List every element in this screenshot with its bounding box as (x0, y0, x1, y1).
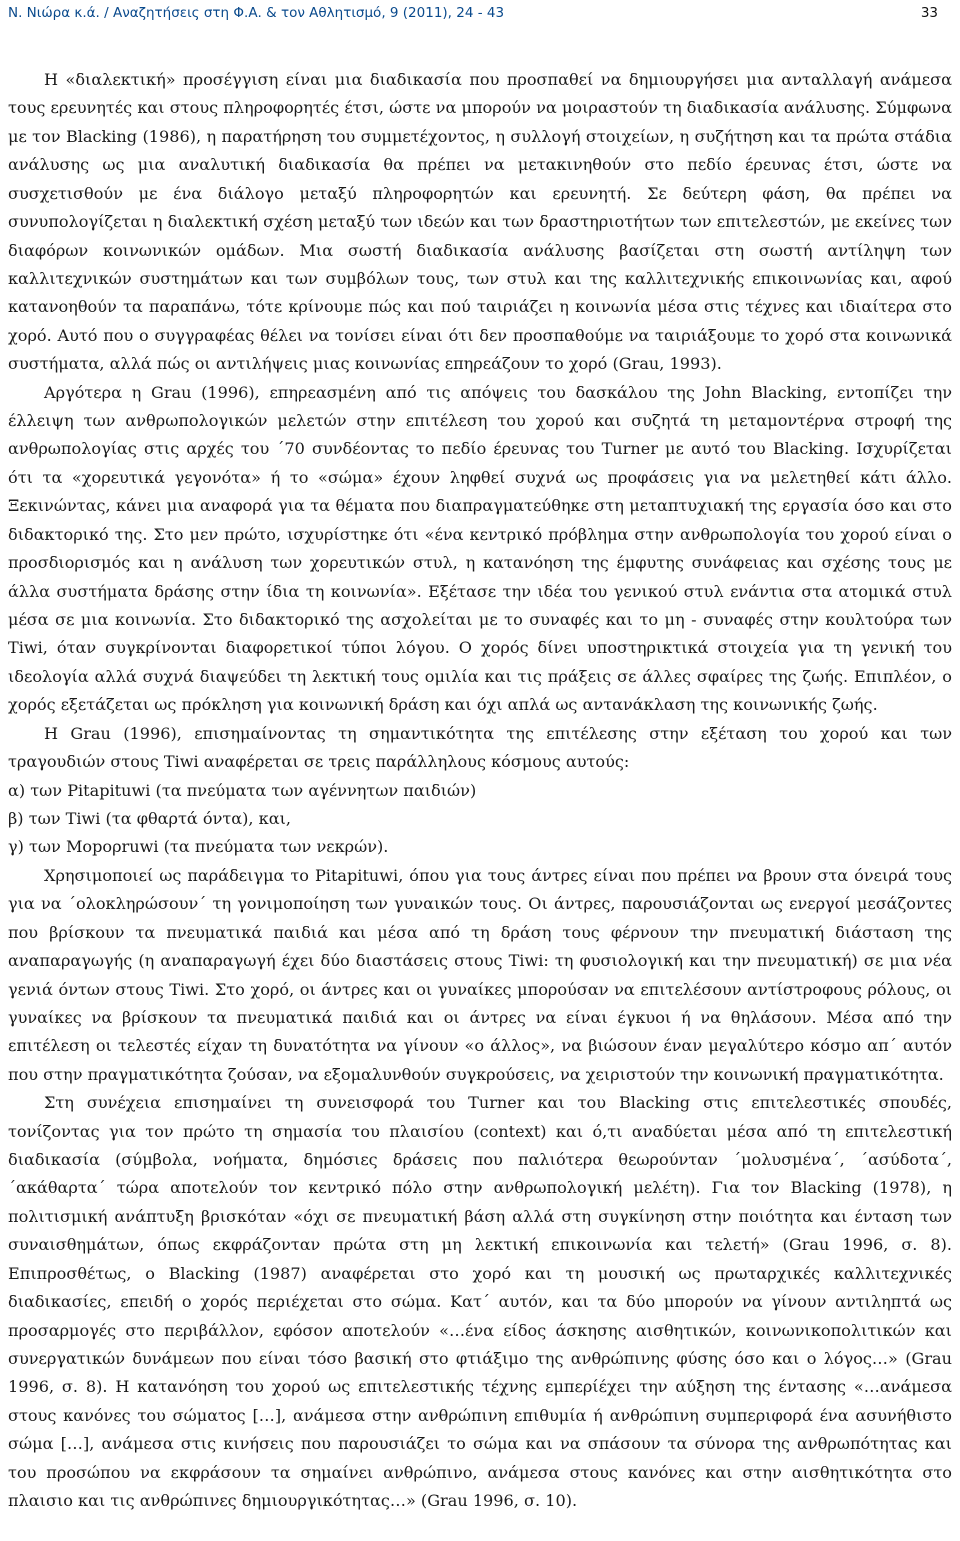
page-header (8, 0, 952, 26)
article-body (8, 66, 952, 1516)
paragraph: Η «διαλεκτική» προσέγγιση είναι μια διαδικασία που προσπαθεί να δημιουργήσει μια ανταλλαγή ανάμεσα τους ερευνητές και στους πληροφορητές έτσι, ώστε να μπορούν να μοιραστούν τη διαδικασία ανάλυσης. Σύμφωνα με τον Blacking (1986), η παρατήρηση του συμμετέχοντος, η συλλογή στοιχείων, η συζήτηση και τα πρώτα στάδια ανάλυσης ως μια αναλυτική διαδικασία θα πρέπει να μετακινηθούν στο πεδίο έρευνας έτσι, ώστε να συσχετισθούν με ένα διάλογο μεταξύ πληροφορητών και ερευνητή. Σε δεύτερη φάση, θα πρέπει να συνυπολογίζεται η διαλεκτική σχέση μεταξύ των ιδεών και των δραστηριοτήτων των επιτελεστών, με εκείνες των διαφόρων κοινωνικών ομάδων. Μια σωστή διαδικασία ανάλυσης βασίζεται στη σωστή αντίληψη των καλλιτεχνικών συστημάτων και των συμβόλων τους, των στυλ και της καλλιτεχνικής επικοινωνίας και, αφού κατανοηθούν τα παραπάνω, τότε κρίνουμε πώς και πού ταιριάζει η κοινωνία μέσα στις τέχνες και ιδιαίτερα στο χορό. Αυτό που ο συγγραφέας θέλει να τονίσει είναι ότι δεν προσπαθούμε να ταιριάξουμε το χορό στα κοινωνικά συστήματα, αλλά πώς οι αντιλήψεις μιας κοινωνίας επηρεάζουν το χορό (Grau, 1993). (8, 70, 952, 374)
worlds-list (8, 777, 952, 862)
paragraph: Η Grau (1996), επισημαίνοντας τη σημαντικότητα της επιτέλεσης στην εξέταση του χορού και των τραγουδιών στους Tiwi αναφέρεται σε τρεις παράλληλους κόσμους αυτούς: (8, 723, 952, 772)
paragraph: Στη συνέχεια επισημαίνει τη συνεισφορά του Turner και του Blacking στις επιτελεστικές σπουδές, τονίζοντας για τον πρώτο τη σημασία του πλαισίου (context) και ό,τι αναδύεται μέσα από τη επιτελεστική διαδικασία (σύμβολα, νοήματα, δημόσιες δράσεις που παλιότερα θεωρούνταν ΄μολυσμένα΄, ΄ασύδοτα΄, ΄ακάθαρτα΄ τώρα αποτελούν τον κεντρικό πόλο στην ανθρωπολογική μελέτη). Για τον Blacking (1978), η πολιτισμική ανάπτυξη βρισκόταν «όχι σε πνευματική βάση αλλά στη συγκίνηση στην ποιότητα και ένταση των συναισθημάτων, όπως εκφράζονταν πρώτα στη μη λεκτική επικοινωνία και τελετή» (Grau 1996, σ. 8). Επιπροσθέτως, ο Blacking (1987) αναφέρεται στο χορό και τη μουσική ως πρωταρχικές καλλιτεχνικές διαδικασίες, επειδή ο χορός περιέχεται στο σώμα. Κατ΄ αυτόν, και τα δύο μπορούν να γίνουν αντιληπτά ως προσαρμογές στο περιβάλλον, εφόσον αποτελούν «…ένα είδος άσκησης αισθητικών, κοινωνικοπολιτικών και συνεργατικών δυνάμεων που είναι τόσο βασική στο φτιάξιμο της ανθρώπινης φύσης όσο και ο λόγος…» (Grau 1996, σ. 8). Η κατανόηση του χορού ως επιτελεστικής τέχνης εμπερίέχει την αύξηση της έντασης «…ανάμεσα στους κανόνες του σώματος […], ανάμεσα στην ανθρώπινη επιθυμία ή ανθρώπινη συμπεριφορά ένα ασυνήθιστο σώμα […], ανάμεσα στις κινήσεις που παρουσιάζει το σώμα και να σπάσουν τα σύνορα της ανθρωπότητας και του προσώπου να εκφράσουν τα σημαίνει ανθρώπινο, ανάμεσα στους κανόνες και στην αισθητικότητα στο πλαισιο και τις ανθρώπινες δημιουργικότητας…» (Grau 1996, σ. 10). (8, 1093, 952, 1511)
paragraph: Χρησιμοποιεί ως παράδειγμα το Pitapituwi, όπου για τους άντρες είναι που πρέπει να βρουν στα όνειρά τους για να ΄ολοκληρώσουν΄ τη γονιμοποίηση των γυναικών τους. Οι άντρες, παρουσιάζονται ως ενεργοί μεσάζοντες που βρίσκουν τα πνευματικά παιδιά και μέσα από τη δράση τους φέρνουν την πνευματική διάσταση της αναπαραγωγής (η αναπαραγωγή έχει δύο διαστάσεις στους Tiwi: τη φυσιολογική και την πνευματική) σε μια νέα γενιά όντων στους Tiwi. Στο χορό, οι άντρες και οι γυναίκες μπορούσαν να επιτελέσουν αντίστροφους ρόλους, οι γυναίκες να βρίσκουν τα πνευματικά παιδιά και οι άντρες να είναι έγκυοι ή να θηλάσουν. Μέσα από την επιτέλεση οι τελεστές είχαν τη δυνατότητα να γίνουν «ο άλλος», να βιώσουν έναν μεγαλύτερο κόσμο απ΄ αυτόν που στην πραγματικότητα ζούσαν, να εξομαλυνθούν συγκρούσεις, να χειριστούν την κοινωνική πραγματικότητα. (8, 865, 952, 1084)
running-title: Ν. Νιώρα κ.ά. / Αναζητήσεις στη Φ.Α. & τον Αθλητισμό, 9 (2011), 24 - 43 (8, 5, 505, 21)
list-item: α) των Pitapituwi (τα πνεύματα των αγέννητων παιδιών) (8, 780, 477, 800)
paragraph: Αργότερα η Grau (1996), επηρεασμένη από τις απόψεις του δασκάλου της John Blacking, εντοπίζει την έλλειψη των ανθρωπολογικών μελετών στην επιτέλεση του χορού και συζητά τη μεταμοντέρνα στροφή της ανθρωπολογίας στις αρχές του ΄70 συνδέοντας το πεδίο έρευνας του Turner με αυτό του Blacking. Ισχυρίζεται ότι τα «χορευτικά γεγονότα» ή το «σώμα» έχουν ληφθεί συχνά ως προφάσεις για να μελετηθεί κάτι άλλο. Ξεκινώντας, κάνει μια αναφορά για τα θέματα που διαπραγματεύθηκε στη μεταπτυχιακή της εργασία όσο και στο διδακτορικό της. Στο μεν πρώτο, ισχυρίστηκε ότι «ένα κεντρικό πρόβλημα στην ανθρωπολογία του χορού είναι ο προσδιορισμός και η ανάλυση των χορευτικών στυλ, η κατανόηση της έμφυτης συνάφειας και σχέσης τους με άλλα συστήματα δράσης στην ίδια τη κοινωνία». Εξέτασε την ιδέα του γενικού στυλ ενάντια στα ατομικά στυλ μέσα σε μια κοινωνία. Στο διδακτορικό της ασχολείται με το συναφές και το μη - συναφές στην κουλτούρα των Tiwi, όταν συγκρίνονται διαφορετικοί τύποι λόγου. Ο χορός δίνει υποστηρικτικά στοιχεία για τη γενική του ιδεολογία αλλά συχνά διαψεύδει τη λεκτική τους ομιλία και τις πράξεις σε άλλες σφαίρες της ζωής. Επιπλέον, ο χορός εξετάζεται ως πρόκληση για κοινωνική δράση και όχι απλά ως αντανάκλαση της κοινωνικής ζωής. (8, 382, 952, 715)
page-number: 33 (920, 5, 938, 21)
list-item: β) των Tiwi (τα φθαρτά όντα), και, (8, 808, 291, 828)
list-item: γ) των Mopορruwi (τα πνεύματα των νεκρών). (8, 837, 389, 857)
